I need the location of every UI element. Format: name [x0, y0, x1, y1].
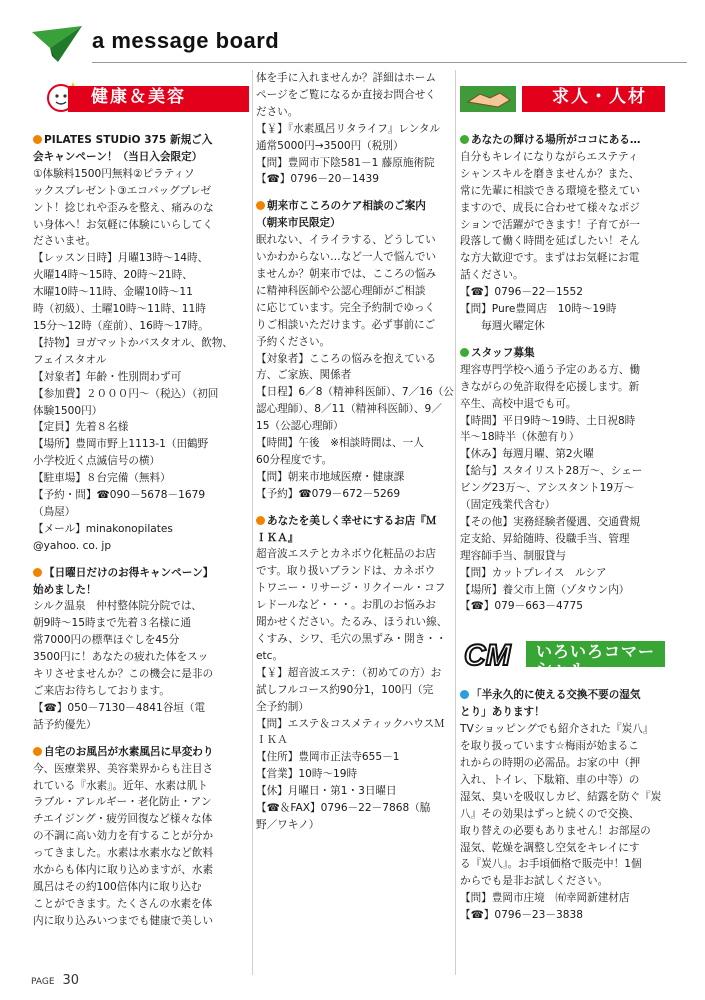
- article-line: です。取り扱いブランドは、カネボウ: [256, 565, 436, 578]
- bullet-icon: [33, 747, 42, 756]
- article: [33, 744, 249, 930]
- header: [0, 0, 705, 62]
- article-title-text: 【日曜日だけのお得キャンペーン】: [44, 566, 214, 579]
- banner-title: 健康＆美容: [91, 87, 186, 107]
- article-line: 【日程】6／8（精神科医師）、7／16（公: [256, 386, 454, 399]
- article-list: [256, 70, 454, 834]
- article-title-text: 始めました！: [33, 583, 97, 596]
- article-line: 風呂はその約100倍体内に取り込む: [33, 880, 202, 893]
- article-line: 木曜10時～11時、金曜10時～11: [33, 286, 193, 299]
- article-line: 取り替えの必要もありません！お部屋の: [460, 824, 651, 837]
- article-title-text: 自宅のお風呂が水素風呂に早変わり: [44, 745, 214, 758]
- article-line: 毎週火曜定休: [460, 319, 545, 332]
- article-line: 自分もキレイになりながらエステティ: [460, 150, 639, 163]
- article-line: ビング23万～、アシスタント19万～: [460, 482, 635, 495]
- article-title: [460, 704, 665, 721]
- article-title: [33, 132, 249, 149]
- column-divider: [252, 70, 253, 975]
- article-line: くすみ、シワ、毛穴の黒ずみ・開き・・: [256, 633, 447, 645]
- article-title: [33, 744, 249, 761]
- article-line: を取り扱っています☆梅雨が始まるこ: [460, 740, 639, 753]
- article-title-text: 「半永久的に使える交換不要の湿気: [471, 689, 641, 702]
- article-line: に応じています。完全予約制でゆっく: [256, 301, 436, 314]
- article-title: [33, 565, 249, 582]
- article-line: 【時間】午後 ※相談時間は、一人: [256, 437, 424, 450]
- article-line: 【問】豊岡市庄境 ㈲幸岡新建材店: [460, 892, 630, 905]
- article-line: 3500円に！あなたの疲れた体をスッ: [33, 651, 209, 664]
- article-line: （固定残業代含む）: [460, 499, 556, 512]
- article-line: 【予約・問】☎090－5678－1679: [33, 489, 206, 502]
- bullet-icon: [256, 201, 265, 210]
- article-line: 【☎】0796－20－1439: [256, 173, 379, 186]
- article-line: ックスプレゼント③エコバッグプレゼ: [33, 184, 212, 197]
- article-line: 【休み】毎週月曜、第2火曜: [460, 448, 594, 461]
- article-line: 今、医療業界、美容業界からも注目さ: [33, 762, 214, 775]
- article: [256, 513, 451, 834]
- article-line: 試しフルコース約90分1，100円（完: [256, 683, 434, 696]
- article-line: ませんか？朝来市では、こころの悩み: [256, 267, 437, 280]
- article-line: レドールなど・・・。お肌のお悩みお: [256, 599, 436, 612]
- article-list: [33, 132, 249, 930]
- article-line: 【給与】スタイリスト28万～、シェー: [460, 465, 643, 478]
- article-title: [256, 198, 451, 215]
- article-line: 【その他】実務経験者優遇、交通費規: [460, 515, 641, 528]
- column-divider: [455, 70, 456, 975]
- article-line: 常7000円の標準ほぐしを45分: [33, 634, 180, 647]
- handshake-icon: [460, 86, 516, 112]
- article-line: ＩＫＡ: [256, 734, 288, 747]
- article-line: からでも是非お試しください。: [460, 875, 609, 888]
- article-line: 【☎】050－7130－4841谷垣（電: [33, 701, 206, 714]
- article-line: 【￥】『水素風呂リタライフ』レンタル: [256, 122, 441, 135]
- article-line: 【☎】0796－23－3838: [460, 909, 583, 922]
- article-title-text: スタッフ募集: [471, 346, 535, 359]
- paper-plane-icon: [32, 26, 82, 64]
- article-line: TVショッピングでも紹介された『炭八』: [460, 723, 654, 736]
- article-line: に精神科医師や公認心理師がご相談: [256, 284, 426, 297]
- article: [460, 345, 665, 616]
- article-line: ント！捻じれや歪みを整え、痛みのな: [33, 201, 214, 214]
- article-line: い身体へ！お気軽に体験にいらしてく: [33, 218, 214, 231]
- article-line: れている『水素』。近年、水素は肌ト: [33, 779, 208, 792]
- article-line: 火曜14時～15時、20時～21時、: [33, 269, 193, 282]
- article: [460, 687, 665, 924]
- article-line: 60分程度です。: [256, 453, 333, 466]
- article-line: 【問】エステ＆コスメティックハウスＭ: [256, 717, 445, 730]
- article-line: 【場所】豊岡市野上1113-1（田鶴野: [33, 438, 209, 451]
- article-line: 朝9時～15時まで先着３名様に通: [33, 617, 191, 630]
- article-title: [33, 149, 249, 166]
- article-line: 話予約優先）: [33, 718, 97, 731]
- article-title: [256, 215, 451, 232]
- article-title-text: 会キャンペーン！（当日入会限定）: [33, 150, 203, 163]
- article-line: ださい。: [256, 105, 299, 118]
- article-line: 【☎】079－663－4775: [460, 600, 583, 613]
- article-line: ってきました。水素は水素水など飲料: [33, 847, 214, 860]
- article-line: トワニー・リサージ・リクイール・コフ: [256, 582, 446, 595]
- column-2: [256, 70, 454, 844]
- article-line: 【定員】先着８名様: [33, 421, 129, 434]
- article-line: 【営業】10時～19時: [256, 768, 358, 781]
- article-line: 【住所】豊岡市正法寺655－1: [256, 751, 400, 764]
- article-line: 聞かせください。たるみ、ほうれい線、: [256, 616, 448, 629]
- article-line: 【メール】minakonopilates: [33, 522, 173, 535]
- article-line: （鳥屋）: [33, 505, 76, 518]
- article-line: 【参加費】２０００円～（税込）（初回: [33, 387, 219, 400]
- article-line: 内に取り込みいつまでも健康で美しい: [33, 914, 214, 927]
- article-line: りご相談いただけます。必ず事前にご: [256, 318, 436, 331]
- article: [256, 198, 454, 502]
- article-line: 【予約】☎079－672－5269: [256, 487, 401, 500]
- article-line: ご来店お待ちしております。: [33, 685, 170, 697]
- header-title: a message board: [92, 28, 280, 53]
- article-line: 湿気、乾燥を調整し空気をキレイにす: [460, 841, 640, 854]
- article-title-text: PILATES STUDiO 375 新規ご入: [44, 134, 213, 146]
- header-rule: [92, 62, 687, 63]
- article-line: etc。: [256, 649, 284, 662]
- article-list: [460, 132, 665, 615]
- article-line: 常に先輩に相談できる環境を整えてい: [460, 184, 641, 197]
- bullet-icon: [256, 516, 265, 525]
- article-line: る『炭八』。お手頃価格で販売中！1個: [460, 858, 642, 871]
- article-line: の不調に高い効力を有することが分か: [33, 830, 214, 843]
- article-line: @yahoo. co. jp: [33, 539, 112, 552]
- article-title: [256, 530, 451, 547]
- article-line: 【休】月曜日・第1・3日曜日: [256, 785, 397, 798]
- article-line: ことができます。たくさんの水素を体: [33, 897, 213, 910]
- article: [460, 132, 665, 335]
- article-line: 話ください。: [460, 269, 524, 282]
- article-line: チエイジング・疲労回復など様々な体: [33, 813, 213, 826]
- article-line: 理容専門学校へ通う予定のある方、働: [460, 363, 641, 376]
- article-line: 【対象者】年齢・性別問わず可: [33, 370, 182, 383]
- article-title: [460, 132, 665, 149]
- bullet-icon: [460, 135, 469, 144]
- article-title-text: あなたを美しく幸せにするお店『Ｍ: [267, 514, 437, 527]
- article-line: 水からも体内に取り込めますが、水素: [33, 864, 214, 877]
- article-title-text: あなたの輝ける場所がココにある…: [471, 134, 641, 146]
- cm-logo-icon: [462, 635, 522, 671]
- banner-title: 求人・人材: [552, 87, 647, 107]
- article-title: [460, 345, 665, 362]
- article-line: 通常5000円→3500円（税別）: [256, 139, 404, 152]
- article-list: [460, 687, 665, 924]
- page-label: PAGE: [31, 977, 55, 987]
- bullet-icon: [460, 690, 469, 699]
- page-footer: [31, 973, 79, 988]
- svg-text:CM: CM: [464, 639, 511, 672]
- article-line: いかわからない…など一人で悩んでい: [256, 251, 437, 264]
- article-line: 卒生、高校中退でも可。: [460, 397, 577, 410]
- column-3: [460, 70, 665, 934]
- article-line: 【場所】養父市上箇（ゾタウン内）: [460, 583, 630, 596]
- article-title-text: （朝来市民限定）: [256, 217, 341, 230]
- article-line: 定支給、昇給随時、役職手当、管理: [460, 532, 630, 545]
- article-line: 認心理師）、8／11（精神科医師）、9／: [256, 403, 442, 416]
- article-line: フェイスタオル: [33, 353, 107, 366]
- article-line: 15分～12時（産前）、16時～17時。: [33, 319, 209, 332]
- article-line: 入れ、トイレ、下駄箱、車の中等）の: [460, 773, 640, 786]
- article-line: な方大歓迎です。まずはお気軽にお電: [460, 252, 640, 265]
- article-title: [256, 513, 451, 530]
- article-line: 全予約制）: [256, 700, 309, 713]
- article-line: ①体験料1500円無料②ピラティソ: [33, 167, 195, 180]
- article-line: 八』その効果はずっと続くので交換、: [460, 807, 640, 820]
- article-line: 超音波エステとカネボウ化粧品のお店: [256, 548, 436, 561]
- article-line: 段落して働く時間を延ばしたい！そん: [460, 235, 641, 248]
- article: [33, 565, 249, 734]
- article-line: 方、ご家族、関係者: [256, 369, 352, 382]
- article-line: 体験1500円）: [33, 404, 103, 417]
- article-line: 【レッスン日時】月曜13時～14時、: [33, 252, 209, 265]
- article-title: [460, 687, 665, 704]
- article-line: 【￥】超音波エステ：（初めての方）お: [256, 666, 442, 679]
- article-line: 【駐車場】８台完備（無料）: [33, 472, 171, 485]
- article: [256, 70, 451, 188]
- article-line: 15（公認心理師）: [256, 420, 344, 433]
- article-line: 半～18時半（休憩有り）: [460, 431, 580, 444]
- article-line: ションで活躍ができます！子育てが一: [460, 218, 640, 231]
- article-line: 理容師手当、制服貸与: [460, 549, 566, 562]
- article-line: 体を手に入れませんか？詳細はホーム: [256, 72, 437, 84]
- article-line: 小学校近く点滅信号の横）: [33, 455, 161, 468]
- article-line: 【持物】ヨガマットかバスタオル、飲物、: [33, 336, 234, 349]
- article-line: キリさせませんか？この機会に是非の: [33, 668, 214, 681]
- article-title-text: ＩＫＡ』: [256, 531, 299, 544]
- bullet-icon: [33, 568, 42, 577]
- article-line: シルク温泉 仲村整体院分院では、: [33, 600, 203, 613]
- banner-title: いろいろコマーシャル: [536, 642, 656, 679]
- article-line: 【☎＆FAX】0796－22－7868（脇: [256, 802, 431, 815]
- article-line: 【時間】平日9時～19時、土日祝8時: [460, 414, 636, 427]
- article-line: れからの時期の必需品。お家の中（押: [460, 757, 641, 769]
- article-line: 【対象者】こころの悩みを抱えている: [256, 352, 437, 365]
- bullet-icon: [460, 348, 469, 357]
- article-line: 【☎】0796－22－1552: [460, 286, 583, 299]
- article-line: ださいませ。: [33, 235, 97, 248]
- article-line: ラブル・アレルギー・老化防止・アン: [33, 796, 212, 809]
- bullet-icon: [33, 135, 42, 144]
- section-banner-jobs: [460, 80, 665, 114]
- article-line: 【問】Pure豊岡店 10時～19時: [460, 303, 617, 316]
- article-line: 眠れない、イライラする、どうしてい: [256, 234, 436, 247]
- article-line: 【問】豊岡市下陰581－1 藤原施術院: [256, 156, 435, 169]
- article-line: 時（初級）、土曜10時～11時、11時: [33, 303, 206, 316]
- article-line: 予約ください。: [256, 335, 331, 348]
- article-title: [33, 582, 249, 599]
- column-1: [33, 70, 249, 940]
- article-line: ますので、成長に合わせて様々なポジ: [460, 201, 640, 214]
- section-banner-health: [33, 80, 249, 114]
- article-line: ページをご覧になるか直接お問合せく: [256, 88, 436, 101]
- page-number: 30: [62, 973, 80, 988]
- article-line: 野／ワキノ）: [256, 818, 320, 831]
- article-line: きながらの免許取得を応援します。新: [460, 380, 640, 393]
- article-line: 湿気、臭いを吸収しカビ、結露を防ぐ『炭: [460, 790, 662, 803]
- article-line: 【問】朝来市地域医療・健康課: [256, 470, 405, 483]
- article: [33, 132, 249, 555]
- article-line: シャンスキルを磨きませんか？また、: [460, 167, 640, 180]
- article-title-text: とり」あります！: [460, 706, 545, 719]
- section-banner-cm: [460, 635, 665, 679]
- article-title-text: 朝来市こころのケア相談のご案内: [267, 200, 426, 213]
- article-line: 【問】カットプレイス ルシア: [460, 566, 607, 579]
